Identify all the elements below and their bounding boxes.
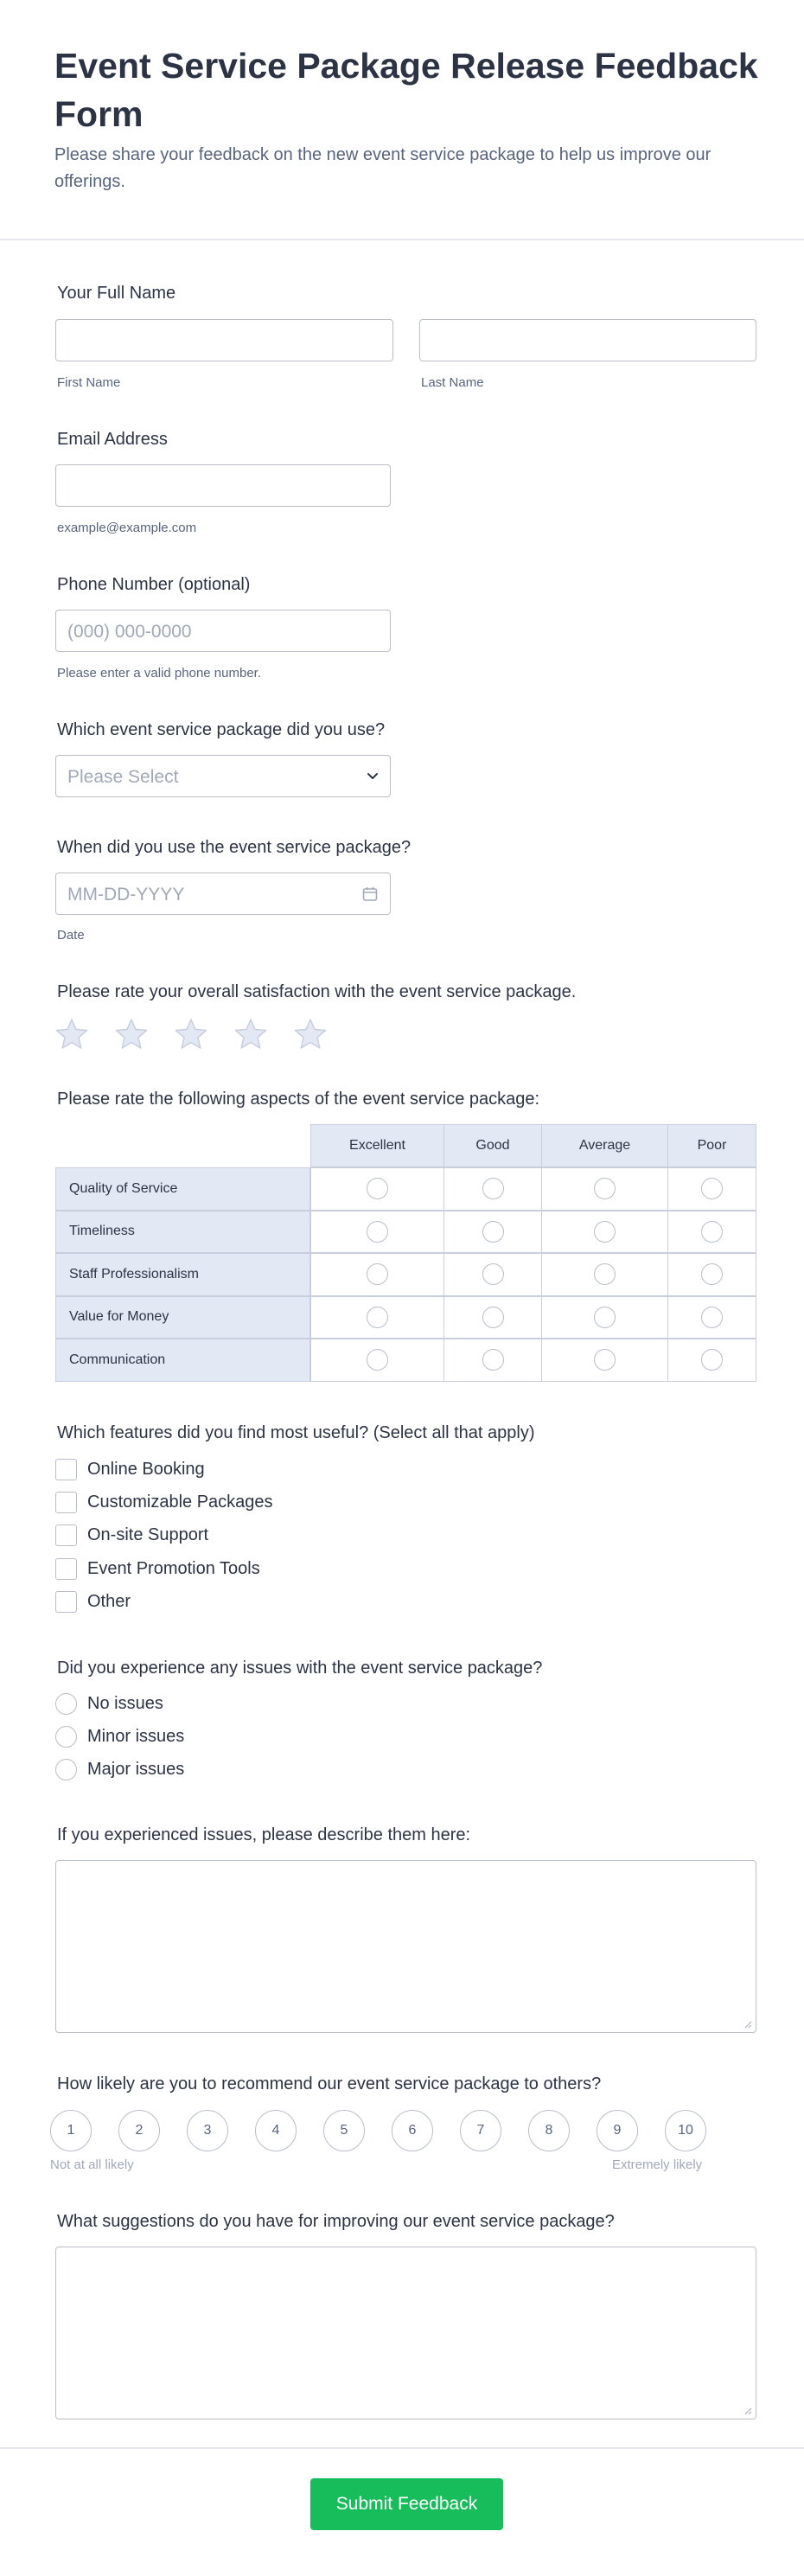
matrix-cell	[541, 1167, 668, 1211]
matrix-cell	[443, 1211, 542, 1254]
radio-option[interactable]	[55, 1758, 184, 1780]
matrix-radio[interactable]	[367, 1349, 388, 1371]
email-input[interactable]	[55, 464, 391, 507]
date-input[interactable]	[55, 873, 391, 915]
resize-handle-icon[interactable]	[743, 2020, 752, 2029]
matrix-radio[interactable]	[367, 1263, 388, 1285]
satisfaction-label: Please rate your overall satisfaction with the event service package.	[57, 982, 577, 1001]
matrix-cell	[541, 1211, 668, 1254]
date-placeholder: MM-DD-YYYY	[67, 885, 185, 904]
matrix-cell	[443, 1339, 542, 1382]
checkbox-label: On-site Support	[87, 1525, 209, 1544]
matrix-radio[interactable]	[594, 1307, 616, 1328]
matrix-cell	[310, 1167, 444, 1211]
matrix-cell	[443, 1253, 542, 1296]
last-name-input[interactable]	[419, 319, 756, 361]
last-name-sublabel: Last Name	[421, 375, 484, 390]
email-sublabel: example@example.com	[57, 521, 197, 535]
star-icon[interactable]	[114, 1017, 149, 1051]
scale-option[interactable]: 1	[50, 2110, 92, 2151]
features-label: Which features did you find most useful? (Select all that apply)	[57, 1423, 535, 1442]
scale-option[interactable]: 6	[392, 2110, 433, 2151]
package-label: Which event service package did you use?	[57, 720, 386, 739]
radio-label: Major issues	[87, 1759, 185, 1779]
radio-option[interactable]	[55, 1725, 184, 1748]
recommend-label: How likely are you to recommend our event service package to others?	[57, 2074, 602, 2093]
matrix-radio[interactable]	[367, 1307, 388, 1328]
date-sublabel: Date	[57, 928, 85, 943]
matrix-radio[interactable]	[594, 1221, 616, 1243]
matrix-cell	[541, 1253, 668, 1296]
full-name-label: Your Full Name	[57, 284, 176, 303]
matrix-cell	[310, 1253, 444, 1296]
matrix-cell	[667, 1296, 756, 1339]
checkbox-option[interactable]	[55, 1458, 205, 1480]
checkbox-option[interactable]	[55, 1491, 273, 1513]
radio-button[interactable]	[55, 1726, 77, 1748]
submit-button[interactable]: Submit Feedback	[310, 2478, 503, 2530]
suggestions-textarea[interactable]	[55, 2247, 756, 2419]
checkbox-label: Other	[87, 1591, 131, 1611]
matrix-radio[interactable]	[701, 1221, 723, 1243]
matrix-row-label: Quality of Service	[55, 1167, 310, 1211]
calendar-icon[interactable]	[361, 885, 379, 903]
scale-option[interactable]: 7	[460, 2110, 501, 2151]
package-select[interactable]	[55, 755, 391, 797]
matrix-cell	[667, 1253, 756, 1296]
checkbox-option[interactable]	[55, 1557, 260, 1580]
checkbox[interactable]	[55, 1492, 77, 1513]
email-label: Email Address	[57, 430, 168, 449]
matrix-radio[interactable]	[482, 1349, 504, 1371]
chevron-down-icon	[367, 770, 379, 783]
matrix-cell	[310, 1211, 444, 1254]
matrix-radio[interactable]	[594, 1263, 616, 1285]
matrix-radio[interactable]	[594, 1178, 616, 1199]
scale-option[interactable]: 10	[665, 2110, 706, 2151]
matrix-radio[interactable]	[701, 1307, 723, 1328]
matrix-label: Please rate the following aspects of the event service package:	[57, 1090, 540, 1109]
star-icon[interactable]	[293, 1017, 328, 1051]
matrix-cell	[541, 1339, 668, 1382]
scale-option[interactable]: 5	[323, 2110, 365, 2151]
phone-input[interactable]	[55, 610, 391, 652]
radio-button[interactable]	[55, 1759, 77, 1780]
phone-placeholder: (000) 000-0000	[67, 622, 192, 642]
checkbox-option[interactable]	[55, 1590, 131, 1613]
matrix-radio[interactable]	[701, 1349, 723, 1371]
checkbox[interactable]	[55, 1525, 77, 1546]
scale-option[interactable]: 2	[118, 2110, 160, 2151]
suggestions-label: What suggestions do you have for improving our event service package?	[57, 2212, 615, 2231]
first-name-sublabel: First Name	[57, 375, 121, 390]
resize-handle-icon[interactable]	[743, 2407, 752, 2415]
matrix-radio[interactable]	[482, 1263, 504, 1285]
scale-option[interactable]: 8	[528, 2110, 570, 2151]
matrix-radio[interactable]	[367, 1178, 388, 1199]
matrix-column-header: Poor	[667, 1124, 756, 1167]
checkbox-label: Event Promotion Tools	[87, 1558, 260, 1578]
scale-option[interactable]: 4	[255, 2110, 297, 2151]
star-icon[interactable]	[54, 1017, 89, 1051]
radio-label: Minor issues	[87, 1726, 185, 1746]
matrix-radio[interactable]	[701, 1263, 723, 1285]
matrix-cell	[443, 1296, 542, 1339]
matrix-cell	[541, 1296, 668, 1339]
form-header	[0, 0, 804, 240]
scale-option[interactable]: 9	[597, 2110, 638, 2151]
matrix-row-label: Communication	[55, 1339, 310, 1382]
scale-low-label: Not at all likely	[50, 2157, 134, 2172]
matrix-radio[interactable]	[482, 1221, 504, 1243]
matrix-cell	[667, 1211, 756, 1254]
matrix-column-header: Good	[443, 1124, 542, 1167]
form-subtitle: Please share your feedback on the new event service package to help us improve our offerings.	[54, 145, 711, 191]
form-title: Event Service Package Release Feedback Form	[54, 46, 758, 134]
date-label: When did you use the event service package?	[57, 838, 412, 857]
matrix-radio[interactable]	[482, 1307, 504, 1328]
checkbox[interactable]	[55, 1459, 77, 1480]
issues-label: Did you experience any issues with the event service package?	[57, 1659, 543, 1678]
matrix-column-header: Average	[541, 1124, 668, 1167]
issues-description-label: If you experienced issues, please describe them here:	[57, 1825, 471, 1844]
matrix-cell	[667, 1339, 756, 1382]
matrix-cell	[310, 1339, 444, 1382]
checkbox[interactable]	[55, 1558, 77, 1580]
checkbox-option[interactable]	[55, 1524, 208, 1546]
matrix-row-label: Value for Money	[55, 1296, 310, 1339]
matrix-row-label: Staff Professionalism	[55, 1253, 310, 1296]
radio-button[interactable]	[55, 1693, 77, 1715]
matrix-cell	[310, 1296, 444, 1339]
matrix-row-label: Timeliness	[55, 1211, 310, 1254]
checkbox-label: Online Booking	[87, 1459, 205, 1479]
checkbox[interactable]	[55, 1591, 77, 1613]
package-placeholder: Please Select	[67, 767, 179, 787]
first-name-input[interactable]	[55, 319, 393, 361]
matrix-radio[interactable]	[367, 1221, 388, 1243]
star-rating	[54, 1017, 348, 1051]
matrix-radio[interactable]	[701, 1178, 723, 1199]
phone-sublabel: Please enter a valid phone number.	[57, 666, 261, 681]
radio-option[interactable]	[55, 1692, 163, 1715]
matrix-radio[interactable]	[482, 1178, 504, 1199]
checkbox-label: Customizable Packages	[87, 1492, 273, 1512]
matrix-cell	[667, 1167, 756, 1211]
scale-option[interactable]: 3	[187, 2110, 228, 2151]
matrix-column-header: Excellent	[310, 1124, 444, 1167]
rating-matrix	[55, 1124, 756, 1383]
star-icon[interactable]	[174, 1017, 208, 1051]
star-icon[interactable]	[233, 1017, 268, 1051]
issues-description-textarea[interactable]	[55, 1860, 756, 2033]
scale-high-label: Extremely likely	[612, 2157, 703, 2172]
phone-label: Phone Number (optional)	[57, 575, 251, 594]
radio-label: No issues	[87, 1693, 163, 1713]
matrix-cell	[443, 1167, 542, 1211]
matrix-radio[interactable]	[594, 1349, 616, 1371]
